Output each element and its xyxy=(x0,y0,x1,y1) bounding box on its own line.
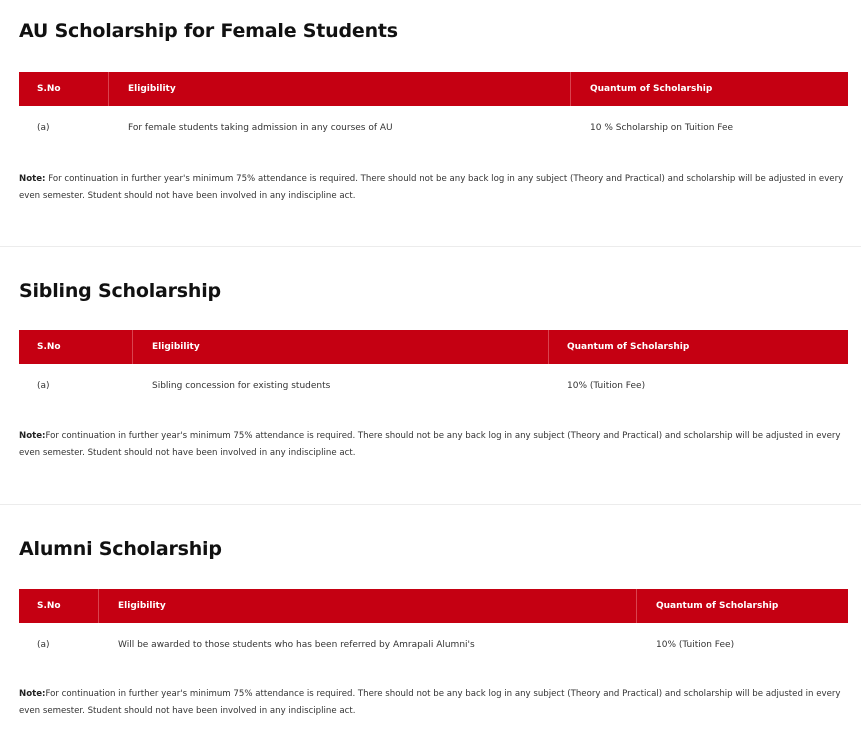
quantum-cell: 10% (Tuition Fee) xyxy=(567,381,646,391)
quantum-header: Quantum of Scholarship xyxy=(567,342,690,352)
section-title: AU Scholarship for Female Students xyxy=(19,20,398,42)
column-divider xyxy=(548,330,549,364)
eligibility-cell: Will be awarded to those students who has been referred by Amrapali Alumni's xyxy=(118,640,475,650)
table-header xyxy=(19,72,848,106)
table-header xyxy=(19,589,848,623)
column-divider xyxy=(636,589,637,623)
eligibility-header: Eligibility xyxy=(152,342,200,352)
quantum-header: Quantum of Scholarship xyxy=(656,601,779,611)
column-divider xyxy=(98,589,99,623)
note-text: For continuation in further year's minimum 75% attendance is required. There should not be any back log in any subject (Theory and Practical) and scholarship will be adjusted in every even semester. Student should not have been involved in any indiscipline act. xyxy=(19,689,841,716)
sno-cell: (a) xyxy=(37,640,50,650)
quantum-cell: 10 % Scholarship on Tuition Fee xyxy=(590,123,734,133)
quantum-header: Quantum of Scholarship xyxy=(590,84,713,94)
note xyxy=(19,428,844,461)
section-title: Alumni Scholarship xyxy=(19,538,222,560)
column-divider xyxy=(108,72,109,106)
section-divider xyxy=(0,504,861,505)
note-label: Note: xyxy=(19,689,46,699)
column-divider xyxy=(570,72,571,106)
quantum-cell: 10% (Tuition Fee) xyxy=(656,640,735,650)
eligibility-header: Eligibility xyxy=(128,84,176,94)
table-header xyxy=(19,330,848,364)
note xyxy=(19,686,844,719)
eligibility-cell: For female students taking admission in any courses of AU xyxy=(128,123,393,133)
note xyxy=(19,171,844,204)
sno-header: S.No xyxy=(37,342,61,352)
section-title: Sibling Scholarship xyxy=(19,280,221,302)
note-label: Note: xyxy=(19,431,46,441)
sno-header: S.No xyxy=(37,84,61,94)
note-text: For continuation in further year's minimum 75% attendance is required. There should not be any back log in any subject (Theory and Practical) and scholarship will be adjusted in every even semester. Student should not have been involved in any indiscipline act. xyxy=(19,431,841,458)
sno-cell: (a) xyxy=(37,123,50,133)
eligibility-header: Eligibility xyxy=(118,601,166,611)
note-text: For continuation in further year's minimum 75% attendance is required. There should not be any back log in any subject (Theory and Practical) and scholarship will be adjusted in every even semester. Student should not have been involved in any indiscipline act. xyxy=(19,174,844,201)
sno-header: S.No xyxy=(37,601,61,611)
sno-cell: (a) xyxy=(37,381,50,391)
column-divider xyxy=(132,330,133,364)
eligibility-cell: Sibling concession for existing students xyxy=(152,381,331,391)
note-label: Note: xyxy=(19,174,46,184)
section-divider xyxy=(0,246,861,247)
